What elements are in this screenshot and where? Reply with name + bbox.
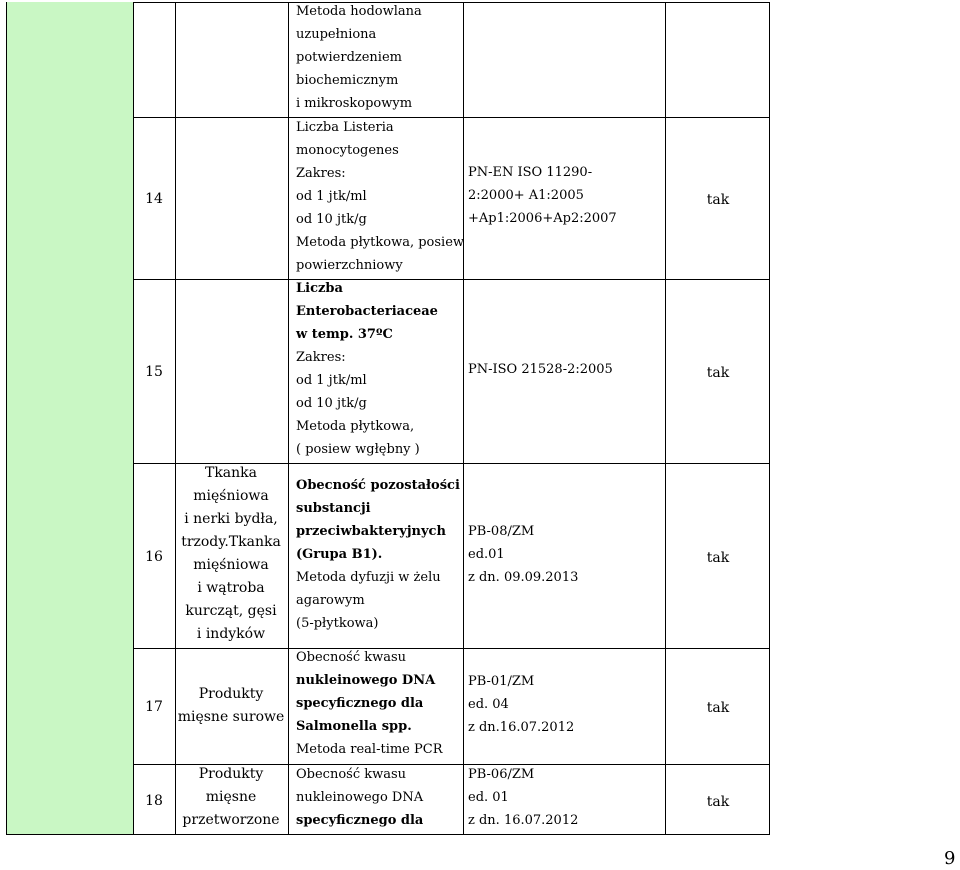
method-line: PB-08/ZM (468, 524, 535, 539)
green-column (7, 2, 133, 835)
matrix-line: mięśniowa (193, 488, 269, 504)
matrix-line: przetworzone (182, 812, 280, 828)
row-14-method (468, 161, 663, 230)
description-line: Zakres: (296, 350, 346, 365)
row-17-accredited: tak (706, 700, 730, 716)
row-17-method (468, 670, 663, 739)
row-16-description (296, 474, 464, 635)
method-line: ed. 04 (468, 697, 509, 712)
row-continuation-description (296, 0, 464, 115)
method-line: +Ap1:2006+Ap2:2007 (468, 211, 617, 226)
description-line: w temp. 37ºC (296, 327, 393, 342)
description-line: i mikroskopowym (296, 96, 413, 111)
description-line: Metoda płytkowa, (296, 419, 415, 434)
row-16-method (468, 520, 663, 589)
description-line: Liczba (296, 281, 343, 296)
matrix-line: trzody.Tkanka (181, 534, 281, 550)
description-line: Obecność kwasu (296, 767, 407, 782)
method-line: 2:2000+ A1:2005 (468, 188, 584, 203)
description-line: monocytogenes (296, 143, 399, 158)
description-line: ( posiew wgłębny ) (296, 442, 420, 457)
method-line: PN-ISO 21528-2:2005 (468, 362, 613, 377)
table-border-bottom (6, 834, 770, 835)
method-line: z dn. 09.09.2013 (468, 570, 579, 585)
row-number-16: 16 (145, 549, 163, 565)
row-number-15: 15 (145, 364, 163, 380)
description-line: Enterobacteriaceae (296, 304, 438, 319)
row-18-description (296, 763, 464, 832)
method-line: ed.01 (468, 547, 505, 562)
description-line: substancji (296, 501, 371, 516)
description-line: Zakres: (296, 166, 346, 181)
row-15-accredited: tak (706, 365, 730, 381)
description-line: Obecność kwasu (296, 650, 407, 665)
description-line: powierzchniowy (296, 258, 403, 273)
description-line: Metoda hodowlana (296, 4, 422, 19)
matrix-line: i nerki bydła, (184, 511, 278, 527)
description-line: uzupełniona (296, 27, 377, 42)
row-18-method (468, 763, 663, 832)
row-15-description (296, 277, 464, 461)
method-line: z dn.16.07.2012 (468, 720, 575, 735)
matrix-line: Tkanka (204, 465, 257, 481)
method-line: ed. 01 (468, 790, 509, 805)
description-line: specyficznego dla (296, 696, 424, 711)
matrix-line: i indyków (196, 626, 266, 642)
description-line: Obecność pozostałości (296, 478, 460, 493)
description-line: od 1 jtk/ml (296, 373, 367, 388)
description-line: nukleinowego DNA (296, 673, 436, 688)
description-line: Metoda dyfuzji w żelu (296, 570, 441, 585)
description-line: nukleinowego DNA (296, 790, 424, 805)
page-number: 9 (944, 848, 956, 869)
description-line: biochemicznym (296, 73, 399, 88)
row-number-17: 17 (145, 699, 163, 715)
row-14-description (296, 116, 464, 277)
row-18-accredited: tak (706, 794, 730, 810)
matrix-line: i wątroba (197, 580, 265, 596)
description-line: agarowym (296, 593, 365, 608)
method-line: PB-01/ZM (468, 674, 535, 689)
row-number-14: 14 (145, 191, 163, 207)
column-divider (288, 2, 289, 835)
description-line: od 10 jtk/g (296, 396, 367, 411)
row-15-method (468, 358, 663, 381)
row-14-accredited: tak (706, 192, 730, 208)
description-line: Salmonella spp. (296, 719, 412, 734)
row-18-matrix (176, 763, 286, 832)
description-line: przeciwbakteryjnych (296, 524, 446, 539)
method-line: PB-06/ZM (468, 767, 535, 782)
description-line: (Grupa B1). (296, 547, 383, 562)
row-number-18: 18 (145, 793, 163, 809)
row-17-description (296, 646, 464, 761)
description-line: Metoda płytkowa, posiew (296, 235, 465, 250)
matrix-line: kurcząt, gęsi (185, 603, 277, 619)
description-line: potwierdzeniem (296, 50, 402, 65)
description-line: Liczba Listeria (296, 120, 394, 135)
method-line: PN-EN ISO 11290- (468, 165, 593, 180)
table-border-left (6, 2, 7, 835)
row-16-accredited: tak (706, 550, 730, 566)
row-17-matrix (176, 683, 286, 729)
description-line: Metoda real-time PCR (296, 742, 443, 757)
matrix-line: mięsne (205, 789, 257, 805)
matrix-line: mięśniowa (193, 557, 269, 573)
matrix-line: mięsne surowe (177, 709, 285, 725)
description-line: (5-płytkowa) (296, 616, 379, 631)
row-16-matrix (176, 462, 286, 646)
description-line: od 10 jtk/g (296, 212, 367, 227)
description-line: specyficznego dla (296, 813, 424, 828)
matrix-line: Produkty (198, 686, 264, 702)
method-line: z dn. 16.07.2012 (468, 813, 579, 828)
description-line: od 1 jtk/ml (296, 189, 367, 204)
matrix-line: Produkty (198, 766, 264, 782)
